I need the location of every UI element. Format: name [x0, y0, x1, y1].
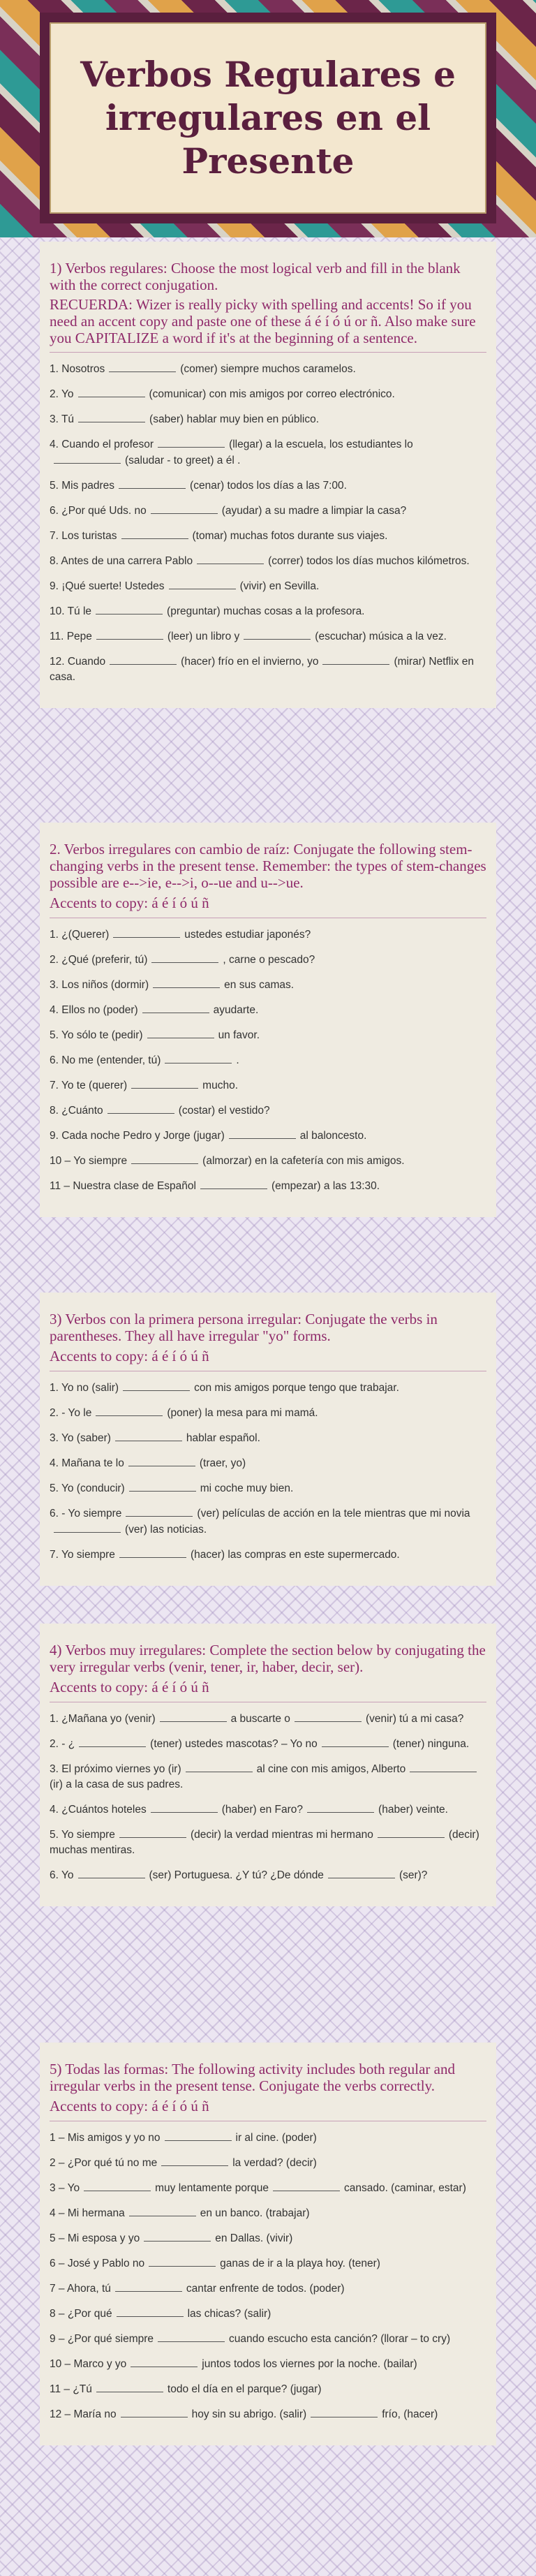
question-text: 1. Nosotros	[50, 363, 105, 375]
question-list	[50, 2130, 486, 2422]
question-text: 8 – ¿Por qué	[50, 2308, 112, 2320]
question-item	[50, 1867, 486, 1883]
answer-blank[interactable]	[113, 927, 180, 938]
answer-blank[interactable]	[149, 2255, 216, 2267]
question-text: hoy sin su abrigo. (salir)	[191, 2408, 307, 2420]
question-text: (comer) siempre muchos caramelos.	[180, 363, 356, 375]
question-text: 7 – Ahora, tú	[50, 2283, 111, 2295]
question-item	[50, 603, 486, 619]
question-item	[50, 1405, 486, 1421]
question-text: 1. ¿(Querer)	[50, 929, 110, 941]
question-item	[50, 2230, 486, 2246]
answer-blank[interactable]	[96, 1405, 163, 1416]
answer-blank[interactable]	[151, 952, 218, 963]
question-text: (saber) hablar muy bien en público.	[149, 413, 320, 425]
answer-blank[interactable]	[96, 603, 163, 614]
question-item	[50, 1178, 486, 1194]
question-text: 1. Yo no (salir)	[50, 1382, 119, 1394]
answer-blank[interactable]	[295, 1711, 362, 1722]
answer-blank[interactable]	[121, 528, 188, 539]
question-item	[50, 503, 486, 519]
answer-blank[interactable]	[131, 1153, 198, 1164]
question-text: ustedes estudiar japonés?	[184, 929, 311, 941]
answer-blank[interactable]	[123, 1380, 190, 1391]
answer-blank[interactable]	[129, 2205, 196, 2216]
question-text: mucho.	[202, 1080, 239, 1091]
answer-blank[interactable]	[200, 1178, 267, 1189]
answer-blank[interactable]	[78, 1867, 145, 1878]
accents-to-copy: Accents to copy: á é í ó ú ñ	[50, 1678, 486, 1702]
question-text: , carne o pescado?	[223, 954, 315, 966]
question-item	[50, 361, 486, 377]
question-text: 5. Mis padres	[50, 480, 115, 492]
answer-blank[interactable]	[244, 628, 311, 640]
answer-blank[interactable]	[144, 2230, 211, 2242]
question-text: 3. Yo (saber)	[50, 1432, 111, 1444]
answer-blank[interactable]	[109, 361, 176, 372]
question-text: (ir) a la casa de sus padres.	[50, 1779, 184, 1790]
accents-to-copy: Accents to copy: á é í ó ú ñ	[50, 2097, 486, 2121]
question-text: 2. Yo	[50, 388, 74, 400]
question-text: (hacer) las compras en este supermercado.	[190, 1549, 400, 1561]
question-text: 4. Ellos no (poder)	[50, 1004, 138, 1016]
question-text: en sus camas.	[224, 979, 295, 991]
question-text: 4. ¿Cuántos hoteles	[50, 1804, 147, 1816]
question-item	[50, 2306, 486, 2322]
answer-blank[interactable]	[121, 2406, 188, 2417]
answer-blank[interactable]	[115, 1430, 182, 1441]
question-item	[50, 1153, 486, 1169]
section-card-1	[40, 242, 496, 708]
answer-blank[interactable]	[131, 2356, 198, 2367]
question-text: un favor.	[218, 1029, 260, 1041]
answer-blank[interactable]	[110, 654, 177, 665]
question-item	[50, 1430, 486, 1446]
question-item	[50, 1128, 486, 1144]
answer-blank[interactable]	[119, 478, 186, 489]
question-item	[50, 1027, 486, 1043]
question-item	[50, 977, 486, 993]
question-text: 1 – Mis amigos y yo no	[50, 2132, 161, 2144]
question-text: 11 – ¿Tú	[50, 2383, 92, 2395]
page-title: Verbos Regulares e irregulares en el Presente	[80, 54, 456, 182]
question-text: ir al cine. (poder)	[235, 2132, 317, 2144]
question-item	[50, 436, 486, 469]
question-text: (empezar) a las 13:30.	[271, 1180, 380, 1192]
question-text: (tener) ninguna.	[392, 1738, 470, 1750]
answer-blank[interactable]	[169, 578, 236, 589]
question-item	[50, 1827, 486, 1858]
question-text: al cine con mis amigos, Alberto	[256, 1763, 406, 1775]
answer-blank[interactable]	[129, 1480, 196, 1492]
answer-blank[interactable]	[328, 1867, 395, 1878]
question-item	[50, 2180, 486, 2196]
question-text: 7. Yo te (querer)	[50, 1080, 128, 1091]
question-text: 6. No me (entender, tú)	[50, 1054, 161, 1066]
question-item	[50, 654, 486, 685]
question-text: (ver) películas de acción en la tele mientras que mi novia	[197, 1508, 470, 1519]
question-text: a buscarte o	[230, 1713, 290, 1725]
accents-to-copy: Accents to copy: á é í ó ú ñ	[50, 894, 486, 918]
question-item	[50, 1736, 486, 1752]
question-text: 2. ¿Qué (preferir, tú)	[50, 954, 148, 966]
section-card-3	[40, 1293, 496, 1586]
question-item	[50, 528, 486, 544]
section-title: 3) Verbos con la primera persona irregular: Conjugate the verbs in parentheses. They all have irregular "yo" forms.	[50, 1311, 438, 1344]
section-card-4	[40, 1624, 496, 1906]
title-banner-inner	[50, 22, 486, 214]
answer-blank[interactable]	[128, 1455, 195, 1466]
question-text: al baloncesto.	[299, 1130, 367, 1142]
answer-blank[interactable]	[131, 1077, 198, 1089]
question-item	[50, 386, 486, 402]
section-title: 4) Verbos muy irregulares: Complete the section below by conjugating the very irregular verbs (venir, tener, ir, haber, decir, ser).	[50, 1642, 486, 1675]
question-text: 7. Los turistas	[50, 530, 117, 542]
question-text: 2 – ¿Por qué tú no me	[50, 2157, 158, 2169]
section-card-2	[40, 823, 496, 1217]
question-item	[50, 927, 486, 943]
question-list	[50, 1380, 486, 1563]
question-text: 4. Cuando el profesor	[50, 439, 154, 450]
question-text: muy lentamente porque	[155, 2182, 269, 2194]
question-text: 4. Mañana te lo	[50, 1457, 124, 1469]
question-text: las chicas? (salir)	[187, 2308, 271, 2320]
question-text: (traer, yo)	[199, 1457, 246, 1469]
question-text: 3 – Yo	[50, 2182, 80, 2194]
question-text: (ser) Portuguesa. ¿Y tú? ¿De dónde	[149, 1869, 324, 1881]
answer-blank[interactable]	[142, 1002, 209, 1013]
question-text: 9 – ¿Por qué siempre	[50, 2333, 154, 2345]
question-text: (ver) las noticias.	[125, 1524, 207, 1536]
section-title: 2. Verbos irregulares con cambio de raíz: Conjugate the following stem-changing verbs in the present tense. Remember: the types of stem-changes possible are e-->ie, e-->i, o--ue and u-->ue.	[50, 841, 486, 891]
question-text: 9. Cada noche Pedro y Jorge (jugar)	[50, 1130, 225, 1142]
question-item	[50, 952, 486, 968]
question-item	[50, 2255, 486, 2272]
answer-blank[interactable]	[78, 386, 145, 397]
question-text: (tomar) muchas fotos durante sus viajes.	[192, 530, 388, 542]
question-text: (comunicar) con mis amigos por correo electrónico.	[149, 388, 395, 400]
question-text: ayudarte.	[213, 1004, 259, 1016]
question-text: 5. Yo (conducir)	[50, 1482, 125, 1494]
question-item	[50, 1002, 486, 1018]
question-text: 7. Yo siempre	[50, 1549, 115, 1561]
question-text: cuando escucho esta canción? (llorar – to cry)	[229, 2333, 451, 2345]
question-text: 10 – Yo siempre	[50, 1155, 128, 1167]
answer-blank[interactable]	[161, 2155, 228, 2166]
question-text: (haber) veinte.	[378, 1804, 448, 1816]
question-text: cansado. (caminar, estar)	[343, 2182, 466, 2194]
question-item	[50, 2205, 486, 2221]
question-item	[50, 2281, 486, 2297]
question-text: 5. Yo siempre	[50, 1829, 115, 1841]
question-text: (venir) tú a mi casa?	[365, 1713, 464, 1725]
answer-blank[interactable]	[153, 977, 220, 988]
answer-blank[interactable]	[107, 1103, 174, 1114]
question-text: todo el día en el parque? (jugar)	[167, 2383, 322, 2395]
question-text: cantar enfrente de todos. (poder)	[186, 2283, 345, 2295]
question-item	[50, 2356, 486, 2372]
answer-blank[interactable]	[273, 2180, 340, 2191]
question-text: (almorzar) en la cafetería con mis amigos.	[202, 1155, 405, 1167]
question-text: 3. Los niños (dormir)	[50, 979, 149, 991]
question-item	[50, 1077, 486, 1094]
question-text: hablar español.	[186, 1432, 260, 1444]
answer-blank[interactable]	[410, 1761, 477, 1772]
answer-blank[interactable]	[96, 2381, 163, 2392]
answer-blank[interactable]	[197, 553, 264, 564]
question-item	[50, 628, 486, 645]
question-text: con mis amigos porque tengo que trabajar.	[194, 1382, 399, 1394]
answer-blank[interactable]	[165, 1052, 232, 1063]
accents-to-copy: Accents to copy: á é í ó ú ñ	[50, 1347, 486, 1371]
answer-blank[interactable]	[160, 1711, 227, 1722]
answer-blank[interactable]	[186, 1761, 253, 1772]
question-text: 12. Cuando	[50, 656, 106, 668]
question-text: 1. ¿Mañana yo (venir)	[50, 1713, 156, 1725]
question-text: 6 – José y Pablo no	[50, 2258, 145, 2269]
question-text: juntos todos los viernes por la noche. (bailar)	[202, 2358, 417, 2370]
title-banner	[40, 13, 496, 223]
answer-blank[interactable]	[322, 654, 389, 665]
question-text: (tener) ustedes mascotas? – Yo no	[150, 1738, 318, 1750]
question-item	[50, 411, 486, 427]
question-text: 11 – Nuestra clase de Español	[50, 1180, 196, 1192]
question-text: 5 – Mi esposa y yo	[50, 2232, 140, 2244]
question-item	[50, 1506, 486, 1538]
question-list	[50, 361, 486, 685]
answer-blank[interactable]	[96, 628, 163, 640]
question-text: (hacer) frío en el invierno, yo	[181, 656, 319, 668]
question-item	[50, 1802, 486, 1818]
answer-blank[interactable]	[78, 411, 145, 422]
question-text: (correr) todos los días muchos kilómetros.	[268, 555, 470, 567]
question-text: (escuchar) música a la vez.	[315, 631, 447, 642]
answer-blank[interactable]	[115, 2281, 182, 2292]
question-text: (llegar) a la escuela, los estudiantes lo	[229, 439, 413, 450]
question-text: ganas de ir a la playa hoy. (tener)	[220, 2258, 380, 2269]
question-item	[50, 2155, 486, 2171]
answer-blank[interactable]	[117, 2306, 184, 2317]
question-text: 2. - Yo le	[50, 1407, 92, 1419]
question-text: 6. - Yo siempre	[50, 1508, 122, 1519]
question-text: (cenar) todos los días a las 7:00.	[190, 480, 347, 492]
question-item	[50, 1761, 486, 1793]
question-text: .	[236, 1054, 239, 1066]
divider	[50, 352, 486, 353]
question-text: (leer) un libro y	[167, 631, 240, 642]
question-text: frío, (hacer)	[382, 2408, 438, 2420]
question-text: 6. ¿Por qué Uds. no	[50, 505, 147, 517]
question-text: (mirar) Netflix en casa.	[50, 656, 474, 683]
answer-blank[interactable]	[378, 1827, 445, 1838]
question-text: (decir) muchas mentiras.	[50, 1829, 479, 1856]
question-text: (ayudar) a su madre a limpiar la casa?	[221, 505, 407, 517]
question-text: (costar) el vestido?	[178, 1105, 270, 1117]
answer-blank[interactable]	[126, 1506, 193, 1517]
question-item	[50, 578, 486, 594]
question-text: 4 – Mi hermana	[50, 2207, 125, 2219]
question-text: 10 – Marco y yo	[50, 2358, 127, 2370]
question-item	[50, 1052, 486, 1068]
question-text: la verdad? (decir)	[232, 2157, 317, 2169]
question-item	[50, 1380, 486, 1396]
question-text: mi coche muy bien.	[200, 1482, 294, 1494]
question-text: 8. ¿Cuánto	[50, 1105, 103, 1117]
answer-blank[interactable]	[311, 2406, 378, 2417]
question-text: (vivir) en Sevilla.	[239, 580, 320, 592]
section-note: RECUERDA: Wizer is really picky with spelling and accents! So if you need an accent copy and paste one of these á é í ó ú or ñ. Also make sure you CAPITALIZE a word if it's at the beginning of a sentence.	[50, 296, 476, 346]
answer-blank[interactable]	[158, 2331, 225, 2342]
question-item	[50, 2406, 486, 2422]
answer-blank[interactable]	[229, 1128, 296, 1139]
question-item	[50, 2130, 486, 2146]
question-item	[50, 2331, 486, 2347]
question-list	[50, 927, 486, 1194]
answer-blank[interactable]	[151, 503, 218, 514]
question-text: 11. Pepe	[50, 631, 92, 642]
answer-blank[interactable]	[84, 2180, 151, 2191]
answer-blank[interactable]	[151, 1802, 218, 1813]
question-text: 6. Yo	[50, 1869, 74, 1881]
question-text: (saludar - to greet) a él .	[125, 455, 241, 466]
question-list	[50, 1711, 486, 1883]
question-text: 2. - ¿	[50, 1738, 75, 1750]
question-text: 3. El próximo viernes yo (ir)	[50, 1763, 181, 1775]
question-text: 8. Antes de una carrera Pablo	[50, 555, 193, 567]
question-text: (haber) en Faro?	[221, 1804, 304, 1816]
answer-blank[interactable]	[322, 1736, 389, 1747]
section-title: 5) Todas las formas: The following activity includes both regular and irregular verbs in the present tense. Conjugate the verbs correctly.	[50, 2061, 455, 2094]
question-item	[50, 478, 486, 494]
question-text: 5. Yo sólo te (pedir)	[50, 1029, 143, 1041]
answer-blank[interactable]	[119, 1827, 186, 1838]
question-text: en Dallas. (vivir)	[215, 2232, 293, 2244]
question-text: (preguntar) muchas cosas a la profesora.	[167, 605, 365, 617]
question-item	[50, 1480, 486, 1496]
question-text: (poner) la mesa para mi mamá.	[167, 1407, 318, 1419]
answer-blank[interactable]	[307, 1802, 374, 1813]
question-item	[50, 1455, 486, 1471]
answer-blank[interactable]	[165, 2130, 232, 2141]
question-text: 3. Tú	[50, 413, 75, 425]
answer-blank[interactable]	[54, 452, 121, 464]
section-card-5	[40, 2043, 496, 2445]
question-text: (decir) la verdad mientras mi hermano	[190, 1829, 373, 1841]
question-text: 9. ¡Qué suerte! Ustedes	[50, 580, 165, 592]
question-text: 10. Tú le	[50, 605, 92, 617]
question-item	[50, 1711, 486, 1727]
section-title: 1) Verbos regulares: Choose the most logical verb and fill in the blank with the correct conjugation.	[50, 260, 461, 293]
question-item	[50, 553, 486, 569]
question-item	[50, 1547, 486, 1563]
question-item	[50, 1103, 486, 1119]
answer-blank[interactable]	[158, 436, 225, 448]
answer-blank[interactable]	[147, 1027, 214, 1038]
question-text: (ser)?	[399, 1869, 428, 1881]
question-text: en un banco. (trabajar)	[200, 2207, 310, 2219]
answer-blank[interactable]	[54, 1522, 121, 1533]
answer-blank[interactable]	[79, 1736, 146, 1747]
question-text: 12 – María no	[50, 2408, 117, 2420]
answer-blank[interactable]	[119, 1547, 186, 1558]
question-item	[50, 2381, 486, 2397]
